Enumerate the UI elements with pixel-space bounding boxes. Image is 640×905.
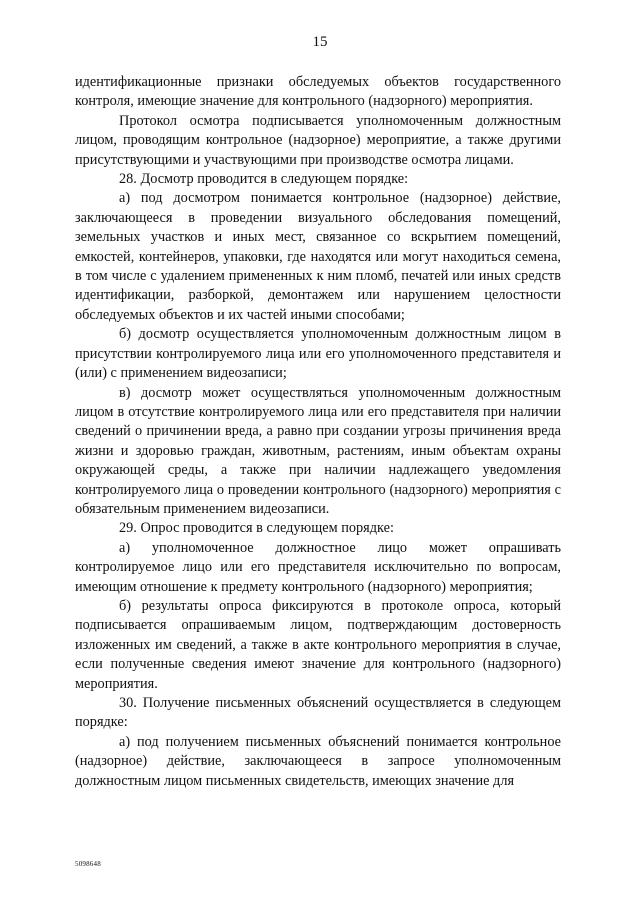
paragraph-28-v: в) досмотр может осуществляться уполномоченным должностным лицом в отсутствие контролируемого лица или его представителя при наличии сведений о причинении вреда, а равно при создании угрозы причинения вреда жизни и здоровью граждан, животным, растениям, иным объектам охраны окружающей среды, а также при наличии надлежащего уведомления контролируемого лица о проведении контрольного (надзорного) мероприятия с обязательным применением видеозаписи. (75, 384, 561, 517)
document-code: 5098648 (75, 860, 101, 868)
paragraph-30-heading: 30. Получение письменных объяснений осуществляется в следующем порядке: (75, 695, 561, 731)
page-number: 15 (312, 34, 328, 50)
paragraph-30-a: а) под получением письменных объяснений понимается контрольное (надзорное) действие, заключающееся в запросе уполномоченным должностным лицом письменных свидетельств, имеющих значение для (75, 733, 561, 789)
paragraph-continuation: идентификационные признаки обследуемых объектов государственного контроля, имеющие значение для контрольного (надзорного) мероприятия. (75, 74, 561, 110)
paragraph-28-heading: 28. Досмотр проводится в следующем порядке: (119, 171, 409, 188)
paragraph-28-a: а) под досмотром понимается контрольное (надзорное) действие, заключающееся в проведении визуального обследования помещений, земельных участков и иных мест, связанное со вскрытием помещений, емкостей, контейнеров, упаковки, где находятся или могут находиться семена, в том числе с удалением примененных к ним пломб, печатей или иных средств идентификации, разборкой, демонтажем или нарушением целостности обследуемых объектов и их частей иными способами; (75, 190, 561, 323)
paragraph-28-b: б) досмотр осуществляется уполномоченным должностным лицом в присутствии контролируемого лица или его уполномоченного представителя и (или) с применением видеозаписи; (75, 326, 561, 382)
paragraph-29-a: а) уполномоченное должностное лицо может опрашивать контролируемое лицо или его представителя исключительно по вопросам, имеющим отношение к предмету контрольного (надзорного) мероприятия; (75, 539, 561, 595)
paragraph-29-heading: 29. Опрос проводится в следующем порядке: (119, 520, 394, 537)
paragraph-29-b: б) результаты опроса фиксируются в протоколе опроса, который подписывается опрашиваемым лицом, подтверждающим достоверность изложенных им сведений, а также в акте контрольного мероприятия в случае, если полученные сведения имеют значение для контрольного (надзорного) мероприятия. (75, 597, 561, 692)
paragraph-protocol-signature: Протокол осмотра подписывается уполномоченным должностным лицом, проводящим контрольное (надзорное) мероприятие, а также другими присутствующими и участвующими при производстве осмотра лицами. (75, 112, 561, 168)
document-body (75, 73, 561, 791)
